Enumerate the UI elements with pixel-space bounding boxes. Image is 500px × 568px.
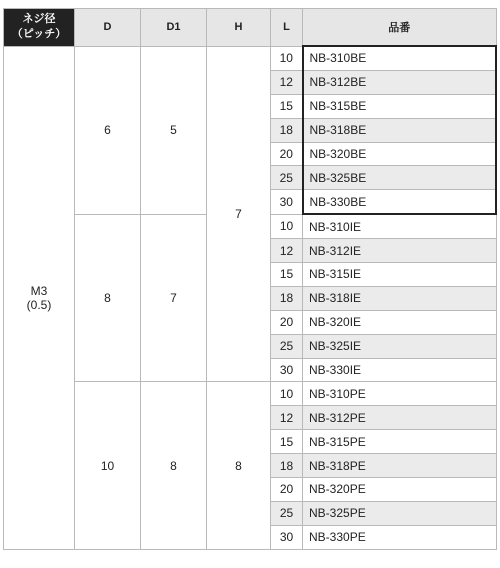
part-number-cell: NB-310PE <box>303 382 497 406</box>
part-number-cell: NB-330BE <box>303 190 497 214</box>
l-cell: 30 <box>271 525 303 549</box>
header-h: H <box>207 9 271 47</box>
part-number-cell: NB-315IE <box>303 263 497 287</box>
h-cell: 7 <box>207 46 271 382</box>
l-cell: 18 <box>271 454 303 478</box>
part-number-cell: NB-312IE <box>303 239 497 263</box>
l-cell: 18 <box>271 118 303 142</box>
part-number-cell: NB-312PE <box>303 406 497 430</box>
part-number-cell: NB-318IE <box>303 286 497 310</box>
header-d: D <box>75 9 141 47</box>
l-cell: 30 <box>271 358 303 382</box>
part-number-cell: NB-312BE <box>303 70 497 94</box>
thread-size: M3 <box>30 283 48 298</box>
d-cell: 8 <box>75 214 141 382</box>
table-row <box>4 382 497 406</box>
thread-pitch: (0.5) <box>26 297 52 312</box>
d1-cell: 8 <box>141 382 207 549</box>
l-cell: 20 <box>271 142 303 166</box>
l-cell: 10 <box>271 46 303 70</box>
l-cell: 12 <box>271 70 303 94</box>
l-cell: 20 <box>271 478 303 502</box>
l-cell: 12 <box>271 406 303 430</box>
part-number-cell: NB-325BE <box>303 166 497 190</box>
thread-cell <box>4 46 75 549</box>
header-thread <box>4 9 75 47</box>
part-number-cell: NB-315BE <box>303 94 497 118</box>
part-number-cell: NB-320BE <box>303 142 497 166</box>
header-thread-line2: （ピッチ） <box>11 28 67 41</box>
l-cell: 25 <box>271 166 303 190</box>
header-thread-line1: ネジ径 <box>22 13 56 26</box>
part-number-cell: NB-320PE <box>303 478 497 502</box>
header-l: L <box>271 9 303 47</box>
d-cell: 10 <box>75 382 141 549</box>
header-d1: D1 <box>141 9 207 47</box>
header-part-number: 品番 <box>303 9 497 47</box>
l-cell: 12 <box>271 239 303 263</box>
header-row <box>4 9 497 47</box>
d1-cell: 7 <box>141 214 207 382</box>
part-number-cell: NB-318PE <box>303 454 497 478</box>
part-number-cell: NB-315PE <box>303 430 497 454</box>
part-number-cell: NB-330IE <box>303 358 497 382</box>
part-number-cell: NB-330PE <box>303 525 497 549</box>
part-number-cell: NB-320IE <box>303 310 497 334</box>
l-cell: 10 <box>271 214 303 238</box>
spec-table <box>3 8 497 550</box>
l-cell: 10 <box>271 382 303 406</box>
h-cell: 8 <box>207 382 271 549</box>
part-number-cell: NB-310BE <box>303 46 497 70</box>
part-number-cell: NB-318BE <box>303 118 497 142</box>
l-cell: 15 <box>271 430 303 454</box>
part-number-cell: NB-325PE <box>303 501 497 525</box>
table-body <box>4 46 497 549</box>
d1-cell: 5 <box>141 46 207 214</box>
l-cell: 25 <box>271 334 303 358</box>
part-number-cell: NB-310IE <box>303 214 497 238</box>
l-cell: 30 <box>271 190 303 214</box>
l-cell: 20 <box>271 310 303 334</box>
table-row <box>4 46 497 70</box>
l-cell: 25 <box>271 501 303 525</box>
d-cell: 6 <box>75 46 141 214</box>
l-cell: 15 <box>271 263 303 287</box>
part-number-cell: NB-325IE <box>303 334 497 358</box>
l-cell: 18 <box>271 286 303 310</box>
l-cell: 15 <box>271 94 303 118</box>
